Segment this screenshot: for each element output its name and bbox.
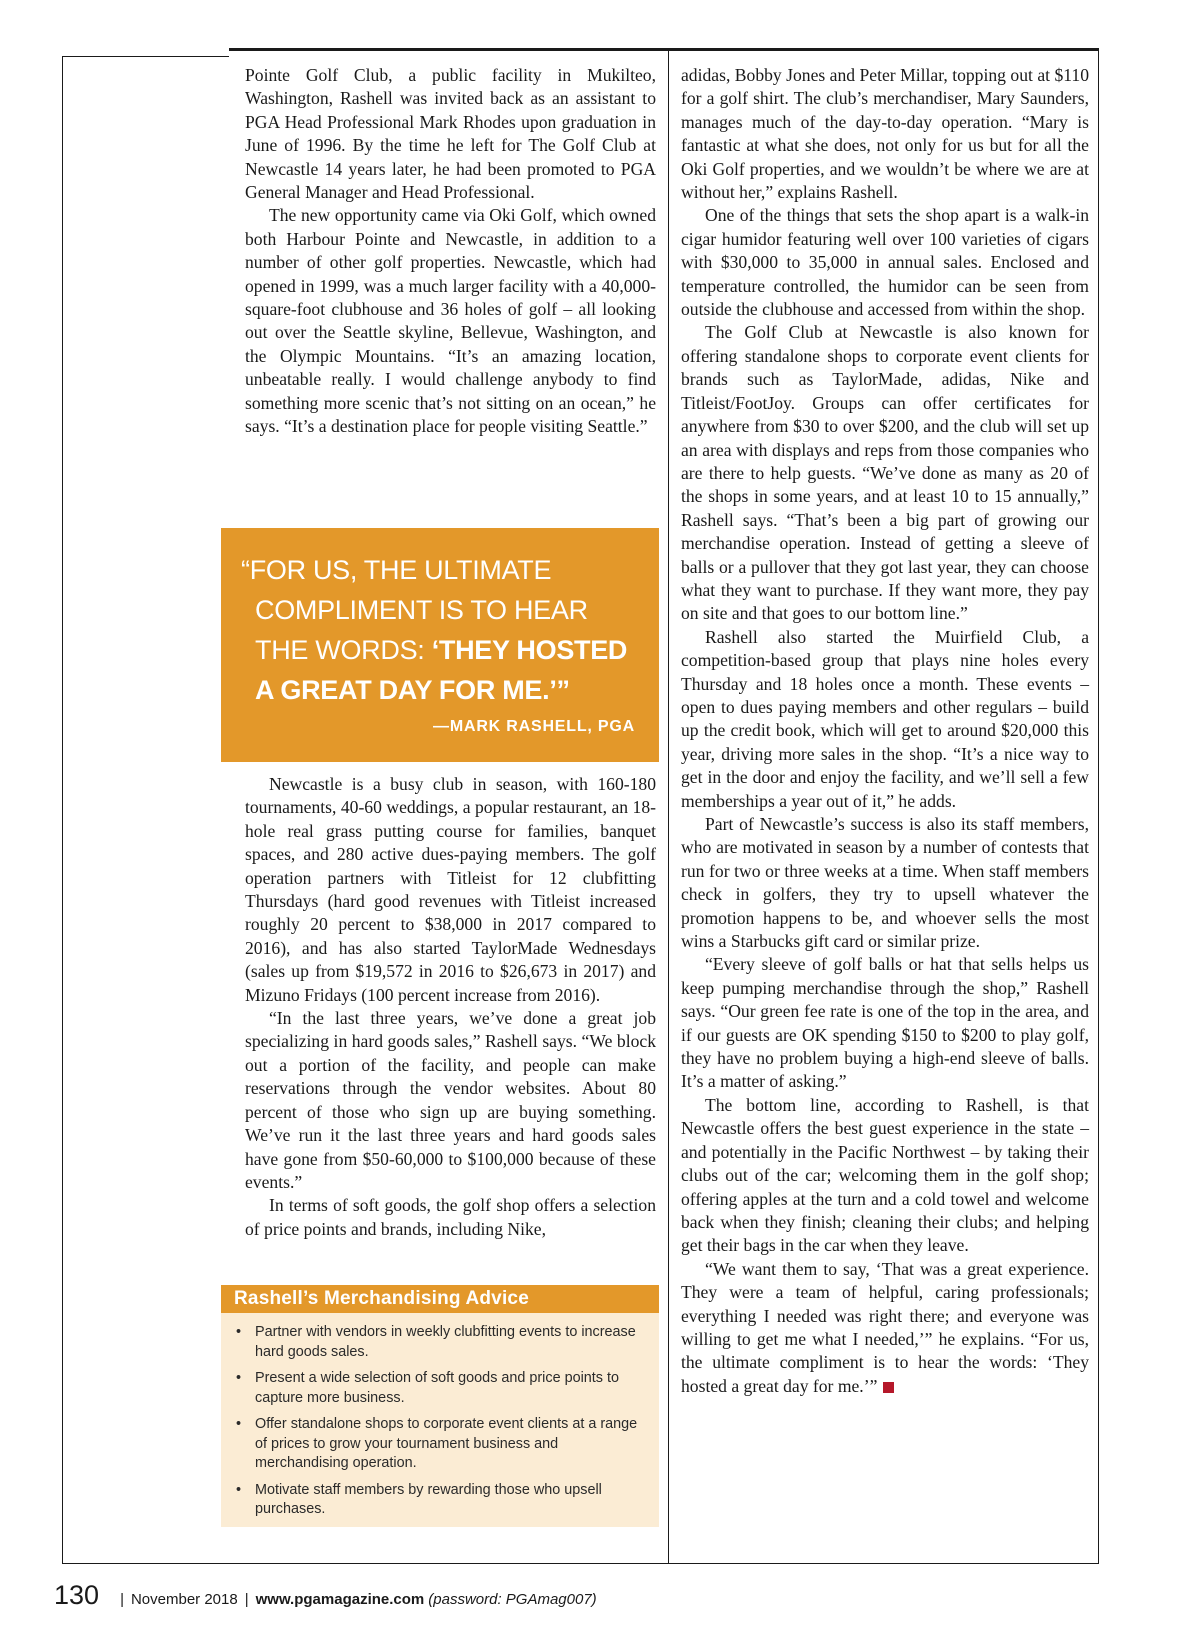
pull-quote-attribution: —MARK RASHELL, PGA xyxy=(433,718,635,735)
paragraph: The Golf Club at Newcastle is also known for offering standalone shops to corporate event clients for brands such as TaylorMade, adidas, Nike and Titleist/FootJoy. Groups can offer certificates for anywhere from $30 to over $200, and the club will set up an area with displays and reps from those companies who are there to help guests. “We’ve done as many as 20 of the shops in some years, and at least 10 to 15 annually,” Rashell says. “That’s been a big part of growing our merchandise operation. Instead of getting a sleeve of balls or a pullover that they got last year, they can choose what they want to purchase. If they want more, they pay on site and that goes to our bottom line.” xyxy=(681,322,1089,624)
pull-quote-plain: THE WORDS: xyxy=(255,635,432,665)
paragraph: Rashell also started the Muirfield Club, a competition-based group that plays nine holes every Thursday and 18 holes once a month. These events – open to dues paying members and other regulars – build up the credit book, which will get to around $20,000 this year, driving more sales in the shop. “It’s a nice way to get in the door and enjoy the facility, and we’ll sell a few memberships a year out of it,” he adds. xyxy=(681,626,1089,811)
footer-separator: | xyxy=(120,1591,124,1608)
pull-quote-emphasis: ‘THEY HOSTED xyxy=(431,635,628,665)
bullet-icon: • xyxy=(236,1481,242,1498)
column2-text xyxy=(681,64,1089,1398)
column1-bottom-text xyxy=(245,773,656,1241)
pull-quote-line xyxy=(241,670,635,710)
paragraph: One of the things that sets the shop apart is a walk-in cigar humidor featuring well over 100 varieties of cigars with $30,000 to 35,000 in annual sales. Enclosed and temperature controlled, the humidor can be seen from outside the clubhouse and accessed from within the shop. xyxy=(681,205,1089,320)
page-footer xyxy=(54,1580,597,1616)
pull-quote-text xyxy=(241,550,635,710)
website-link[interactable]: www.pgamagazine.com xyxy=(255,1591,425,1608)
left-frame-vertical-rule xyxy=(62,56,63,1564)
paragraph: Newcastle is a busy club in season, with 160-180 tournaments, 40-60 weddings, a popular restaurant, an 18-hole real grass putting course for families, banquet spaces, and 280 active dues-paying members. The golf operation partners with Titleist for 12 clubfitting Thursdays (hard good revenues with Titleist increased roughly 20 percent to $38,000 in 2017 compared to 2016), and has also started TaylorMade Wednesdays (sales up from $19,572 in 2016 to $26,673 in 2017) and Mizuno Fridays (100 percent increase from 2016). xyxy=(245,774,656,1005)
pull-quote xyxy=(221,528,659,762)
column-divider xyxy=(668,51,669,1564)
advice-item xyxy=(236,1415,645,1474)
password-note: (password: PGAmag007) xyxy=(428,1591,597,1608)
pull-quote-emphasis: A GREAT DAY FOR ME.’” xyxy=(255,675,570,705)
pull-quote-line xyxy=(241,630,635,670)
paragraph: The new opportunity came via Oki Golf, which owned both Harbour Pointe and Newcastle, in addition to a number of other golf properties. Newcastle, which had opened in 1999, was a much larger facility with a 40,000-square-foot clubhouse and 36 holes of golf – all looking out over the Seattle skyline, Bellevue, Washington, and the Olympic Mountains. “It’s an amazing location, unbeatable really. I would challenge anybody to find something more scenic that’s not sitting on an ocean,” he says. “It’s a destination place for people visiting Seattle.” xyxy=(245,205,656,437)
paragraph: In terms of soft goods, the golf shop offers a selection of price points and brands, including Nike, xyxy=(245,1195,656,1239)
advice-item xyxy=(236,1323,645,1362)
advice-item-text: Present a wide selection of soft goods and price points to capture more business. xyxy=(255,1370,619,1406)
bullet-icon: • xyxy=(236,1370,242,1386)
top-rule xyxy=(229,48,1099,51)
paragraph: The bottom line, according to Rashell, is that Newcastle offers the best guest experience in the state – and potentially in the Pacific Northwest – by taking their clubs out of the car; welcoming them in the golf shop; offering apples at the turn and a cold towel and welcome back when they finish; cleaning their clubs; and helping get their bags in the car when they leave. xyxy=(681,1094,1089,1256)
pull-quote-line: COMPLIMENT IS TO HEAR xyxy=(255,595,588,625)
paragraph: “Every sleeve of golf balls or hat that sells helps us keep pumping merchandise through the shop,” Rashell says. “Our green fee rate is one of the top in the area, and if our guests are OK spending $150 to $200 to play golf, they have no problem buying a high-end sleeve of balls. It’s a matter of asking.” xyxy=(681,954,1089,1092)
bottom-rule xyxy=(62,1563,1099,1564)
bullet-icon: • xyxy=(236,1324,242,1340)
pull-quote-line: “FOR US, THE ULTIMATE xyxy=(241,555,552,585)
advice-box xyxy=(221,1285,659,1527)
right-frame-rule xyxy=(1098,51,1099,1564)
advice-list xyxy=(221,1313,659,1520)
advice-item-text: Partner with vendors in weekly clubfitting events to increase hard goods sales. xyxy=(255,1324,636,1360)
advice-item xyxy=(236,1369,645,1408)
left-frame-top-rule xyxy=(62,56,229,57)
page-number: 130 xyxy=(54,1580,100,1610)
paragraph xyxy=(681,1258,1089,1398)
end-of-article-icon xyxy=(883,1382,894,1393)
bullet-icon: • xyxy=(236,1416,242,1432)
advice-item xyxy=(236,1481,645,1520)
advice-item-text: Offer standalone shops to corporate event clients at a range of prices to grow your tournament business and merchandising operation. xyxy=(255,1416,638,1471)
column1-top-text xyxy=(245,64,656,439)
advice-item-text: Motivate staff members by rewarding those who upsell purchases. xyxy=(255,1481,602,1517)
paragraph: adidas, Bobby Jones and Peter Millar, topping out at $110 for a golf shirt. The club’s merchandiser, Mary Saunders, manages much of the day-to-day operation. “Mary is fantastic at what she does, not only for us but for all the Oki Golf properties, and we wouldn’t be where we are at without her,” explains Rashell. xyxy=(681,65,1089,203)
issue-date: November 2018 xyxy=(130,1591,238,1608)
advice-box-title: Rashell’s Merchandising Advice xyxy=(221,1285,659,1313)
paragraph: “In the last three years, we’ve done a great job specializing in hard goods sales,” Rashell says. “We block out a portion of the facility, and people can make reservations through the vendor websites. About 80 percent of those who sign up are buying something. We’ve run it the last three years and hard goods sales have gone from $50-60,000 to $100,000 because of these events.” xyxy=(245,1008,656,1192)
footer-separator: | xyxy=(244,1591,249,1608)
paragraph: Part of Newcastle’s success is also its staff members, who are motivated in season by a number of contests that run for two or three weeks at a time. When staff members check in golfers, they try to upsell whatever the promotion happens to be, and whoever sells the most wins a Starbucks gift card or similar prize. xyxy=(681,814,1089,952)
paragraph: Pointe Golf Club, a public facility in Mukilteo, Washington, Rashell was invited back as an assistant to PGA Head Professional Mark Rhodes upon graduation in June of 1996. By the time he left for The Golf Club at Newcastle 14 years later, he had been promoted to PGA General Manager and Head Professional. xyxy=(245,65,656,203)
final-paragraph-text: “We want them to say, ‘That was a great experience. They were a team of helpful, caring professionals; everything I needed was right there; and everyone was willing to get me what I needed,’” he explains. “For us, the ultimate compliment is to hear the words: ‘They hosted a great day for me.’” xyxy=(681,1258,1089,1396)
